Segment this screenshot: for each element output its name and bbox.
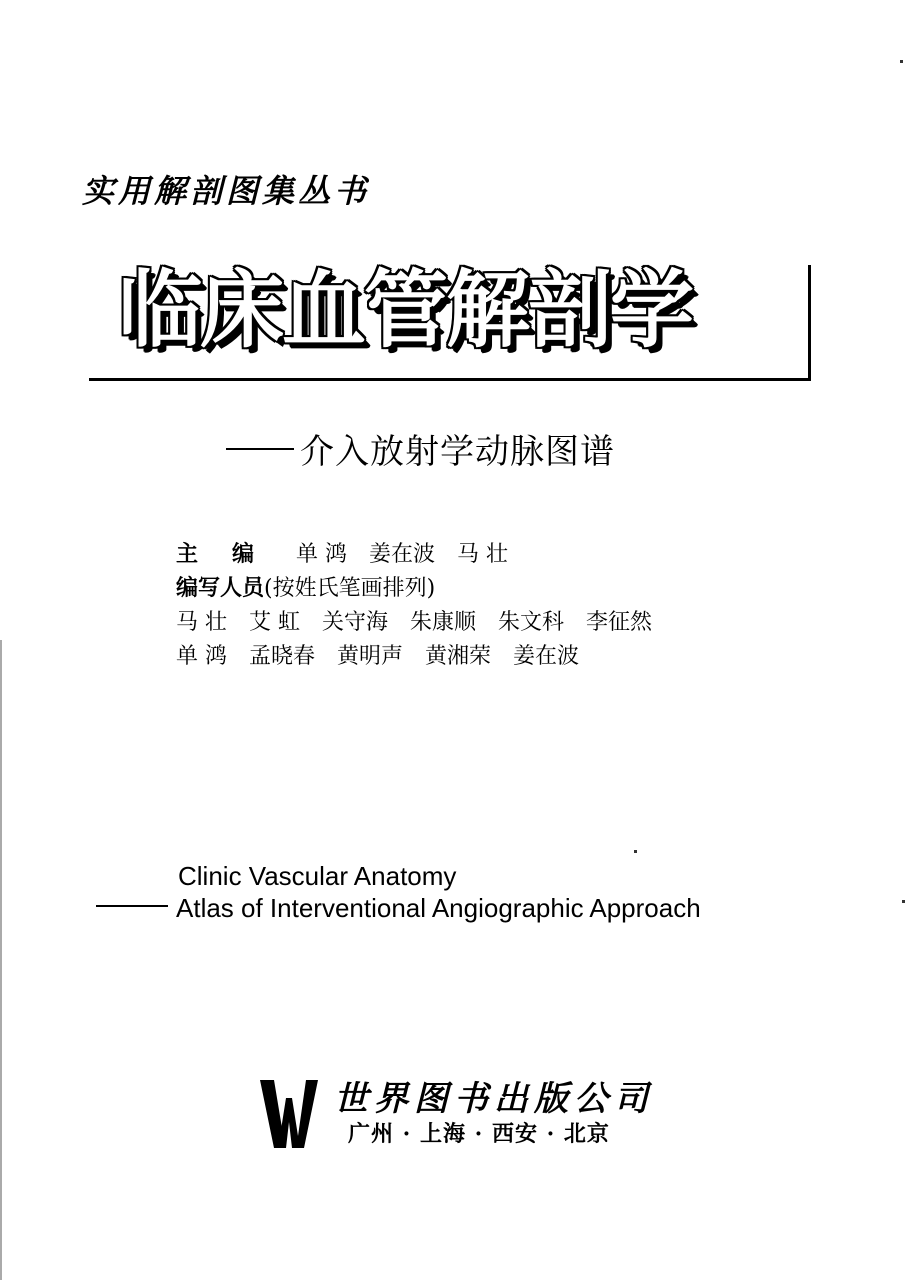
subtitle-dash <box>226 448 294 450</box>
title-underline <box>89 378 811 381</box>
subtitle-text: 介入放射学动脉图谱 <box>300 432 615 472</box>
english-title-line2: Atlas of Interventional Angiographic Approach <box>176 893 701 923</box>
writer-name: 关守海 <box>322 610 389 635</box>
publisher-cities: 广州 · 上海 · 西安 · 北京 <box>348 1121 610 1147</box>
writer-name: 孟晓春 <box>249 644 316 669</box>
writer-name: 朱文科 <box>498 610 565 635</box>
publisher-block <box>258 1078 654 1150</box>
english-dash <box>96 905 168 907</box>
publisher-w-logo-icon <box>258 1078 320 1150</box>
writer-name: 艾 虹 <box>249 610 300 635</box>
writers-row <box>176 606 674 640</box>
credits-block <box>176 538 674 674</box>
title-side-rule <box>808 265 811 381</box>
scan-speck <box>902 900 905 903</box>
subtitle <box>226 424 615 473</box>
scan-edge-line <box>0 640 2 1280</box>
series-title: 实用解剖图集丛书 <box>82 172 371 210</box>
writers-note: (按姓氏笔画排列) <box>264 576 436 601</box>
writer-name: 黄明声 <box>337 644 404 669</box>
publisher-name: 世界图书出版公司 <box>334 1079 654 1119</box>
writer-name: 姜在波 <box>513 644 580 669</box>
main-title: 临床血管解剖学 <box>118 261 693 359</box>
writers-row <box>176 640 674 674</box>
scan-speck <box>900 60 903 63</box>
english-title-line2-row <box>178 892 701 924</box>
chief-editor-label: 主编 <box>176 542 289 567</box>
chief-editor-name: 单 鸿 <box>296 542 347 567</box>
writers-label-row <box>176 572 674 606</box>
english-title-line1: Clinic Vascular Anatomy <box>178 861 457 891</box>
writer-name: 李征然 <box>586 610 653 635</box>
chief-editors-row <box>176 538 674 572</box>
writer-name: 黄湘荣 <box>425 644 492 669</box>
scan-speck <box>634 850 637 853</box>
chief-editor-name: 姜在波 <box>369 542 436 567</box>
writer-name: 单 鸿 <box>176 644 227 669</box>
chief-editor-name: 马 壮 <box>457 542 509 567</box>
writers-label: 编写人员 <box>176 576 265 601</box>
english-title <box>178 860 701 924</box>
writer-name: 马 壮 <box>176 610 227 635</box>
writer-name: 朱康顺 <box>410 610 477 635</box>
publisher-text <box>334 1079 654 1149</box>
